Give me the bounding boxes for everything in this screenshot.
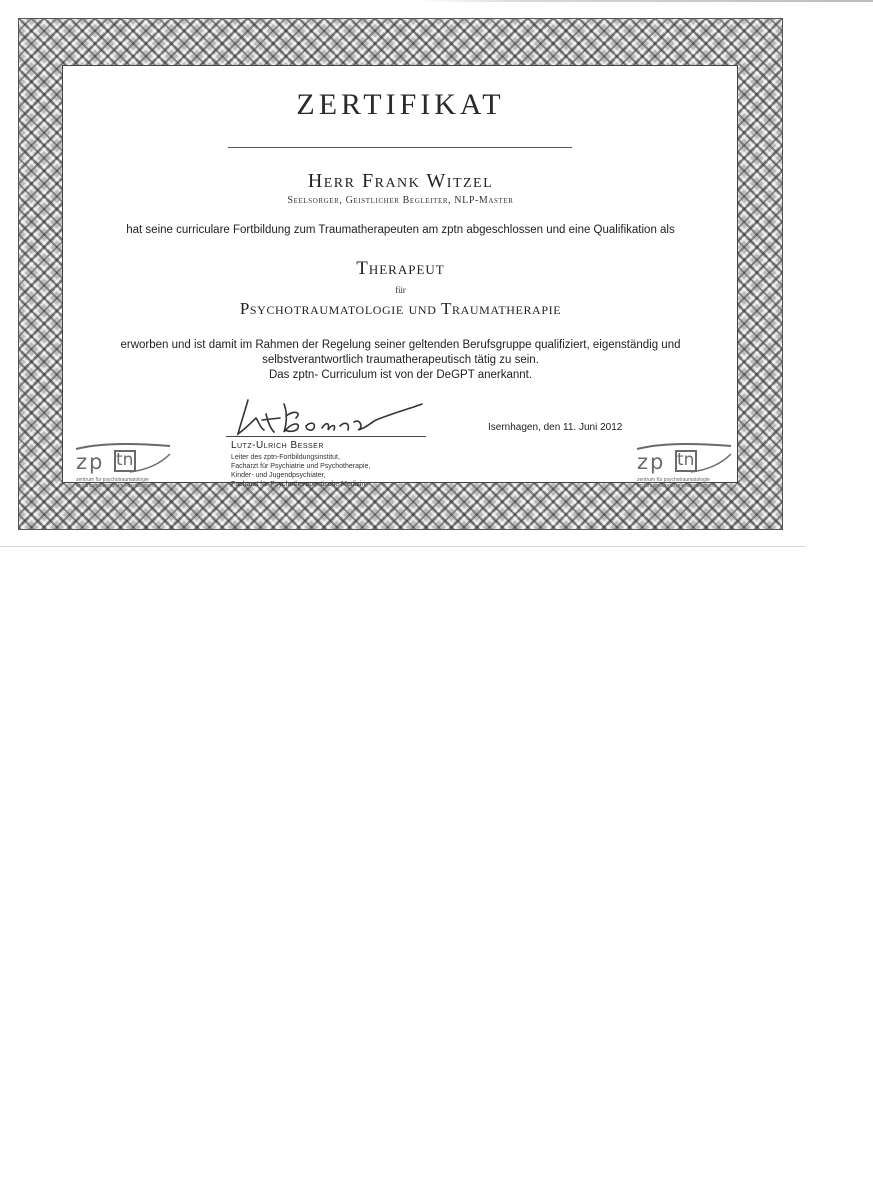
recipient-name: Herr Frank Witzel xyxy=(307,170,494,192)
signer-title-line: Facharzt für Psychiatrie und Psychotherapie, xyxy=(231,463,371,470)
qualification-field: Psychotraumatologie und Traumatherapie xyxy=(239,299,562,318)
logo-subtitle: zentrum für psychotraumatologie xyxy=(637,477,710,483)
logo-wordmark: zp xyxy=(637,450,666,474)
qualification-connector: für xyxy=(395,285,406,295)
signature-line xyxy=(226,436,426,437)
scan-edge-top xyxy=(0,0,873,2)
certificate-title: ZERTIFIKAT xyxy=(296,88,505,121)
place-and-date: Isernhagen, den 11. Juni 2012 xyxy=(488,422,623,433)
logo-box xyxy=(114,450,136,472)
scan-edge-bottom xyxy=(0,546,805,547)
signer-name: Lutz-Ulrich Besser xyxy=(231,440,324,451)
recipient-roles: Seelsorger, Geistlicher Begleiter, NLP-Master xyxy=(287,195,514,206)
zptn-logo-right xyxy=(631,442,735,494)
logo-wordmark: zp xyxy=(76,450,105,474)
logo-subtitle: zentrum für psychotraumatologie xyxy=(76,477,149,483)
logo-box-letters: tn xyxy=(677,450,695,470)
body-sentence-2: erworben und ist damit im Rahmen der Regelung seiner geltenden Berufsgruppe qualifiziert, eigenständig und xyxy=(120,339,681,351)
handwritten-signature xyxy=(226,392,426,442)
signer-title-line: Facharzt für Psychotherapeutische Medizin xyxy=(231,481,366,488)
qualification-title: Therapeut xyxy=(356,258,445,279)
logo-box xyxy=(675,450,697,472)
logo-subtitle: und traumatherapie niedersachsen xyxy=(637,483,715,489)
title-divider xyxy=(228,147,572,148)
logo-box-letters: tn xyxy=(116,450,134,470)
signer-title-line: Leiter des zptn-Fortbildungsinstitut, xyxy=(231,454,340,461)
body-sentence-4: Das zptn- Curriculum ist von der DeGPT anerkannt. xyxy=(268,369,533,381)
body-sentence-3: selbstverantwortlich traumatherapeutisch tätig zu sein. xyxy=(262,354,539,366)
certificate xyxy=(18,18,783,530)
signer-title-line: Kinder- und Jugendpsychiater, xyxy=(231,472,326,479)
zptn-logo-left xyxy=(70,442,174,494)
logo-subtitle: und traumatherapie niedersachsen xyxy=(76,483,154,489)
body-sentence-1: hat seine curriculare Fortbildung zum Traumatherapeuten am zptn abgeschlossen und eine Qualifikation als xyxy=(126,224,675,236)
